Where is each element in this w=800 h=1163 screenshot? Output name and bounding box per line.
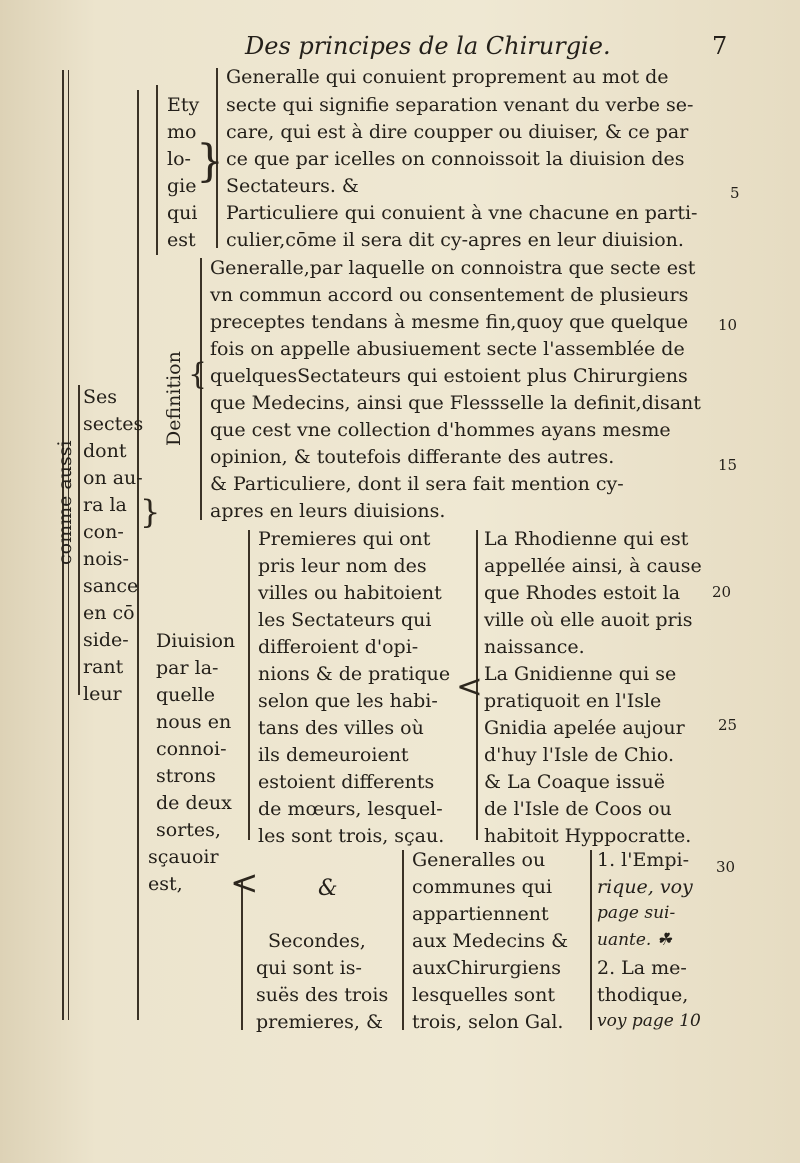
main-bracket bbox=[137, 90, 139, 1020]
premieres-line: pris leur nom des bbox=[258, 555, 427, 577]
generalles-line: trois, selon Gal. bbox=[412, 1011, 564, 1033]
definition-text-line: quelquesSectateurs qui estoient plus Chirurgiens bbox=[210, 365, 688, 387]
left-col-line: dont bbox=[83, 440, 127, 462]
villes-line: ville où elle auoit pris bbox=[484, 609, 693, 631]
diuision-bracket bbox=[248, 530, 250, 840]
sectes-list-line: uante. ☘ bbox=[597, 930, 672, 950]
diuision-line: Diuision bbox=[156, 630, 236, 652]
line-number-20: 20 bbox=[712, 583, 732, 601]
premieres-line: villes ou habitoient bbox=[258, 582, 442, 604]
diuision-line: sortes, bbox=[156, 819, 221, 841]
definition-text-line: que cest vne collection d'hommes ayans mesme bbox=[210, 419, 671, 441]
line-number-30: 30 bbox=[716, 858, 736, 876]
definition-text-line: & Particuliere, dont il sera fait mention cy- bbox=[210, 473, 624, 495]
generalles-line: lesquelles sont bbox=[412, 984, 555, 1006]
left-col-line: sectes bbox=[83, 413, 144, 435]
sectes-bracket bbox=[78, 385, 80, 695]
secondes-line: suës des trois bbox=[256, 984, 389, 1006]
line-number-10: 10 bbox=[718, 316, 738, 334]
etymologie-text-line: care, qui est à dire coupper ou diuiser, & ce par bbox=[226, 121, 689, 143]
brace-deux-sortes: < bbox=[230, 863, 259, 903]
running-header: Des principes de la Chirurgie. bbox=[245, 32, 611, 60]
etymologie-text-line: ce que par icelles on connoissoit la diuision des bbox=[226, 148, 685, 170]
sectes-list-line: thodique, bbox=[597, 984, 689, 1006]
left-col-line: nois- bbox=[83, 548, 129, 570]
villes-line: appellée ainsi, à cause bbox=[484, 555, 702, 577]
premieres-line: de mœurs, lesquel- bbox=[258, 798, 443, 820]
diuision-line: quelle bbox=[156, 684, 216, 706]
diuision-line: sçauoir bbox=[148, 846, 219, 868]
diuision-line: connoi- bbox=[156, 738, 227, 760]
line-number-25: 25 bbox=[718, 716, 738, 734]
generalles-line: auxChirurgiens bbox=[412, 957, 562, 979]
ampersand-mark: & bbox=[318, 876, 338, 901]
sectes-list-line: page sui- bbox=[597, 903, 676, 923]
diuision-line: de deux bbox=[156, 792, 232, 814]
generalles-line: Generalles ou bbox=[412, 849, 546, 871]
left-col-line: en cō bbox=[83, 602, 135, 624]
left-col-line: side- bbox=[83, 629, 129, 651]
etymologie-bracket bbox=[156, 85, 158, 255]
premieres-line: selon que les habi- bbox=[258, 690, 438, 712]
definition-label: Definition bbox=[163, 351, 185, 446]
left-col-line: ra la bbox=[83, 494, 127, 516]
secondes-line: premieres, & bbox=[256, 1011, 383, 1033]
villes-line: La Gnidienne qui se bbox=[484, 663, 677, 685]
secondes-line: qui sont is- bbox=[256, 957, 362, 979]
villes-line: habitoit Hyppocratte. bbox=[484, 825, 692, 847]
etymologie-label-line: est bbox=[167, 229, 196, 251]
etymologie-text-line: Sectateurs. & bbox=[226, 175, 359, 197]
diuision-line: par la- bbox=[156, 657, 219, 679]
left-col-line: sance bbox=[83, 575, 139, 597]
generalles-line: appartiennent bbox=[412, 903, 549, 925]
premieres-line: les sont trois, sçau. bbox=[258, 825, 445, 847]
etymologie-text-line: secte qui signifie separation venant du verbe se- bbox=[226, 94, 694, 116]
etymologie-label-line: qui bbox=[167, 202, 198, 224]
diuision-line: est, bbox=[148, 873, 183, 895]
generalles-bracket bbox=[402, 850, 404, 1030]
left-col-line: Ses bbox=[83, 386, 118, 408]
definition-text-line: que Medecins, ainsi que Flessselle la definit,disant bbox=[210, 392, 701, 414]
sectes-list-line: 1. l'Empi- bbox=[597, 849, 690, 871]
definition-text-line: fois on appelle abusiuement secte l'assemblée de bbox=[210, 338, 685, 360]
definition-text-line: apres en leurs diuisions. bbox=[210, 500, 446, 522]
left-col-line: leur bbox=[83, 683, 122, 705]
line-number-5: 5 bbox=[730, 184, 740, 202]
sectes-list-line: rique, voy bbox=[597, 876, 693, 898]
premieres-line: tans des villes où bbox=[258, 717, 424, 739]
etymologie-label-line: Ety bbox=[167, 94, 200, 116]
line-number-15: 15 bbox=[718, 456, 738, 474]
etymologie-text-line: Generalle qui conuient proprement au mot de bbox=[226, 66, 669, 88]
etymologie-label-line: gie bbox=[167, 175, 197, 197]
brace-villes: < bbox=[456, 667, 483, 705]
premieres-line: nions & de pratique bbox=[258, 663, 451, 685]
diuision-line: nous en bbox=[156, 711, 232, 733]
brace-sectes: } bbox=[140, 493, 161, 531]
villes-line: d'huy l'Isle de Chio. bbox=[484, 744, 674, 766]
generalles-line: communes qui bbox=[412, 876, 553, 898]
etymologie-label-line: mo bbox=[167, 121, 197, 143]
villes-line: & La Coaque issuë bbox=[484, 771, 665, 793]
premieres-line: ils demeuroient bbox=[258, 744, 409, 766]
diuision-line: strons bbox=[156, 765, 216, 787]
secondes-line: Secondes, bbox=[268, 930, 366, 952]
brace-definition: { bbox=[188, 357, 208, 392]
generalles-line: aux Medecins & bbox=[412, 930, 569, 952]
premieres-line: les Sectateurs qui bbox=[258, 609, 432, 631]
left-col-line: con- bbox=[83, 521, 124, 543]
definition-text-line: opinion, & toutefois differante des autres. bbox=[210, 446, 615, 468]
villes-line: La Rhodienne qui est bbox=[484, 528, 689, 550]
villes-line: pratiquoit en l'Isle bbox=[484, 690, 662, 712]
villes-line: Gnidia apelée aujour bbox=[484, 717, 685, 739]
premieres-line: Premieres qui ont bbox=[258, 528, 431, 550]
etymologie-label-line: lo- bbox=[167, 148, 191, 170]
brace-etymologie: } bbox=[196, 136, 224, 187]
left-col-line: on au- bbox=[83, 467, 143, 489]
definition-text-line: vn commun accord ou consentement de plusieurs bbox=[210, 284, 689, 306]
premieres-line: estoient differents bbox=[258, 771, 435, 793]
left-col-line: rant bbox=[83, 656, 124, 678]
page-number: 7 bbox=[712, 32, 728, 60]
villes-line: naissance. bbox=[484, 636, 585, 658]
villes-line: de l'Isle de Coos ou bbox=[484, 798, 672, 820]
sectes-list-line: 2. La me- bbox=[597, 957, 687, 979]
villes-line: que Rhodes estoit la bbox=[484, 582, 681, 604]
sectes-list-bracket bbox=[590, 850, 592, 1030]
definition-text-line: preceptes tendans à mesme fin,quoy que quelque bbox=[210, 311, 689, 333]
comme-aussi-label: comme aussi bbox=[54, 440, 76, 565]
sectes-list-line: voy page 10 bbox=[597, 1011, 701, 1031]
etymologie-text-line: Particuliere qui conuient à vne chacune en parti- bbox=[226, 202, 698, 224]
etymologie-text-line: culier,cōme il sera dit cy-apres en leur diuision. bbox=[226, 229, 684, 251]
premieres-line: differoient d'opi- bbox=[258, 636, 419, 658]
definition-text-line: Generalle,par laquelle on connoistra que secte est bbox=[210, 257, 696, 279]
